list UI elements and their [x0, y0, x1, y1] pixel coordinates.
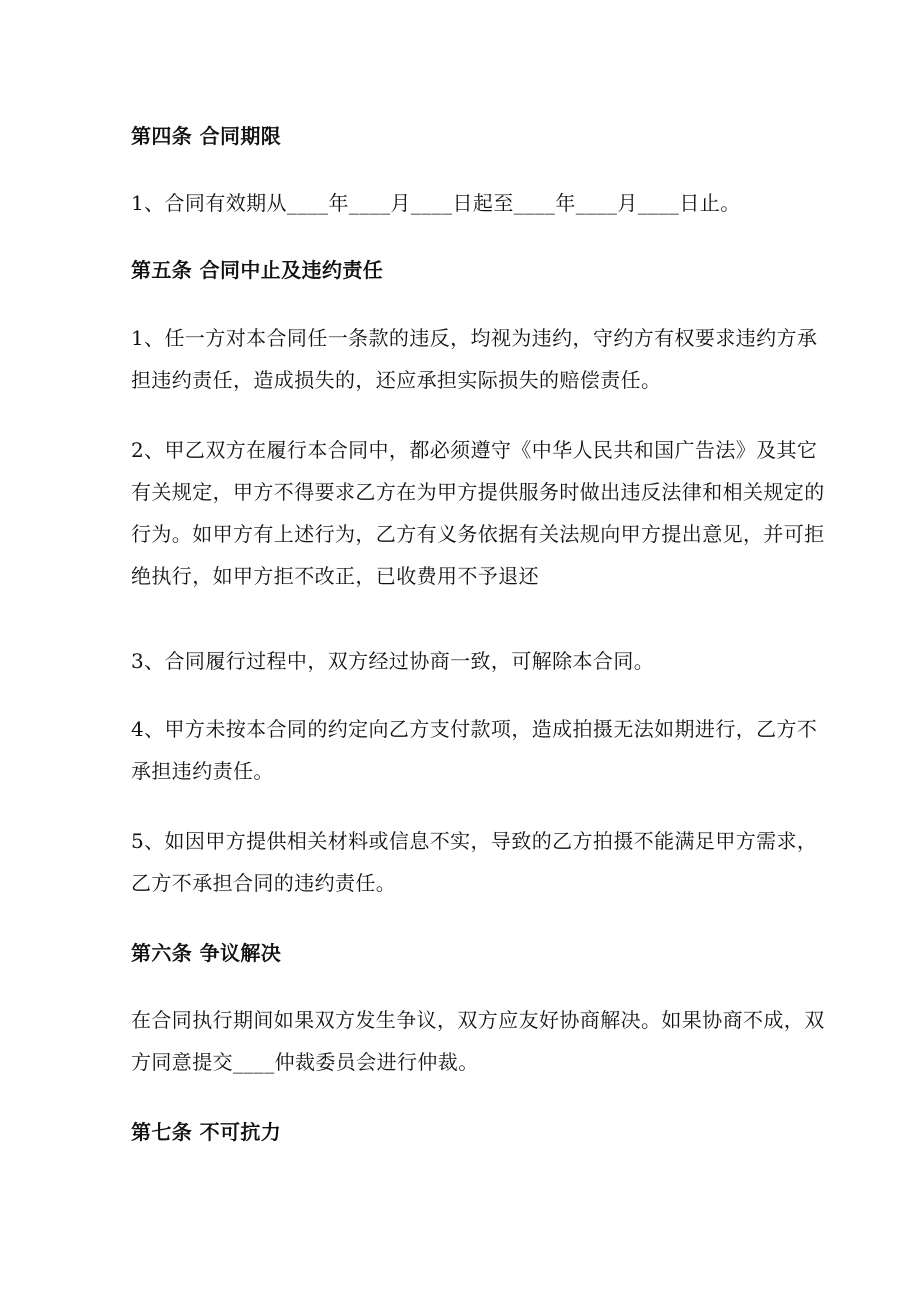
section-5-title: 第五条 合同中止及违约责任: [131, 258, 384, 282]
section-5-paragraph-1: 1、任一方对本合同任一条款的违反，均视为违约，守约方有权要求违约方承担违约责任，造成损失的，还应承担实际损失的赔偿责任。: [131, 326, 818, 392]
section-4-title: 第四条 合同期限: [131, 124, 282, 148]
section-7-title: 第七条 不可抗力: [131, 1120, 282, 1144]
section-5-paragraph-5: 5、如因甲方提供相关材料或信息不实，导致的乙方拍摄不能满足甲方需求，乙方不承担合同的违约责任。: [131, 829, 818, 895]
section-4-paragraph-1: 1、合同有效期从____年____月____日起至____年____月____日止。: [131, 191, 741, 215]
section-6-title: 第六条 争议解决: [131, 941, 282, 965]
section-5-paragraph-2: 2、甲乙双方在履行本合同中，都必须遵守《中华人民共和国广告法》及其它有关规定，甲方不得要求乙方在为甲方提供服务时做出违反法律和相关规定的行为。如甲方有上述行为，乙方有义务依据有关法规向甲方提出意见，并可拒绝执行，如甲方拒不改正，已收费用不予退还: [131, 438, 825, 588]
section-6-paragraph-1: 在合同执行期间如果双方发生争议，双方应友好协商解决。如果协商不成，双方同意提交____仲裁委员会进行仲裁。: [131, 1008, 825, 1074]
section-5-paragraph-3: 3、合同履行过程中，双方经过协商一致，可解除本合同。: [131, 649, 655, 673]
section-5-paragraph-4: 4、甲方未按本合同的约定向乙方支付款项，造成拍摄无法如期进行，乙方不承担违约责任。: [131, 717, 818, 783]
